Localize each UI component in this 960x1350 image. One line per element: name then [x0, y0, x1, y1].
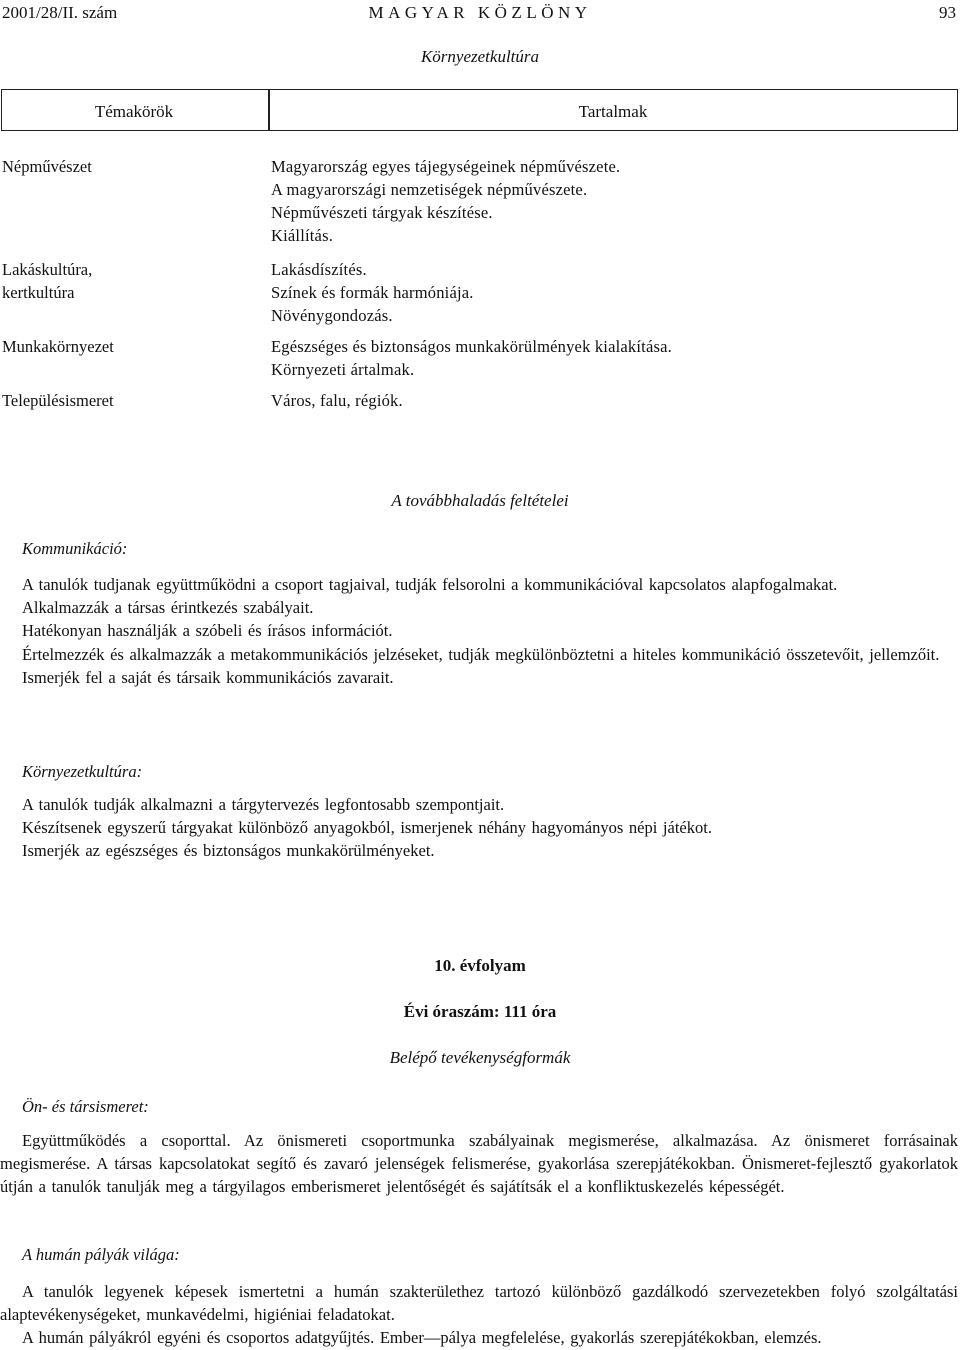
human-careers-text: A tanulók legyenek képesek ismertetni a humán szakterülethez tartozó különböző gazdálkodó szervezetekben folyó szolgáltatási alaptevékenységeket, munkavédelmi, higiéniai feladatokat. A humán pályákról egyéni és csoportos adatgyűjtés. Ember—pálya megfelelése, gyakorlás szerepjátékokban, elemzés.: [0, 1282, 958, 1348]
env-culture-text: A tanulók tudják alkalmazni a tárgytervezés legfontosabb szempontjait. Készítsenek egyszerű tárgyakat különböző anyagokból, ismerjenek néhány hagyományos népi játékot. Ismerjék az egészséges és biztonságos munkakörülményeket.: [22, 795, 712, 861]
table-row-content: Város, falu, régiók.: [271, 391, 403, 410]
human-careers-heading: A humán pályák világa:: [22, 1245, 180, 1264]
table-row-content: Lakásdíszítés. Színek és formák harmóniája. Növénygondozás.: [271, 260, 474, 325]
section-title: Környezetkultúra: [420, 47, 540, 66]
self-knowledge-text: Együttműködés a csoporttal. Az önismereti csoportmunka szabályainak megismerése, alkalmazása. Az önismeret forrásainak megismerése. A társas kapcsolatokat segítő és zavaró jelenségek felismerése, gyakorlása szerepjátékokban. Önismeret-fejlesztő gyakorlatok útján a tanulók tanulják meg a tárgyilagos emberismeret jelentőségét és sajátítsák el a konfliktuskezelés képességét.: [0, 1131, 958, 1197]
table-row-content: Magyarország egyes tájegységeinek népművészete. A magyarországi nemzetiségek népművészete. Népművészeti tárgyak készítése. Kiállítás.: [271, 157, 621, 245]
communication-text: A tanulók tudjanak együttműködni a csoport tagjaival, tudják felsorolni a kommunikációval kapcsolatos alapfogalmakat. Alkalmazzák a társas érintkezés szabályait. Hatékonyan használják a szóbeli és írásos információt. Értelmezzék és alkalmazzák a metakommunikációs jelzéseket, tudják megkülönböztetni a hiteles kommunikáció összetevőit, jellemzőit. Ismerjék fel a saját és társaik kommunikációs zavarait.: [22, 575, 940, 687]
advancement-title: A továbbhaladás feltételei: [391, 491, 569, 510]
journal-title: MAGYAR KÖZLÖNY: [368, 3, 592, 22]
issue-number: 2001/28/II. szám: [2, 3, 118, 22]
grade-heading: 10. évfolyam: [434, 956, 526, 975]
table-row-content: Egészséges és biztonságos munkakörülmények kialakítása. Környezeti ártalmak.: [271, 337, 672, 379]
entry-activities-title: Belépő tevékenységformák: [389, 1048, 571, 1067]
table-row-topic: Lakáskultúra, kertkultúra: [2, 260, 93, 302]
table-row-topic: Munkakörnyezet: [2, 337, 114, 356]
self-knowledge-heading: Ön- és társismeret:: [22, 1097, 149, 1116]
column-header-contents: Tartalmak: [578, 102, 648, 121]
table-row-topic: Településismeret: [2, 391, 114, 410]
env-culture-heading: Környezetkultúra:: [22, 762, 143, 781]
table-row-topic: Népművészet: [2, 157, 92, 176]
annual-hours: Évi óraszám: 111 óra: [403, 1002, 557, 1021]
communication-heading: Kommunikáció:: [22, 539, 128, 558]
page-number: 93: [939, 3, 956, 22]
column-header-topics: Témakörök: [94, 102, 174, 121]
